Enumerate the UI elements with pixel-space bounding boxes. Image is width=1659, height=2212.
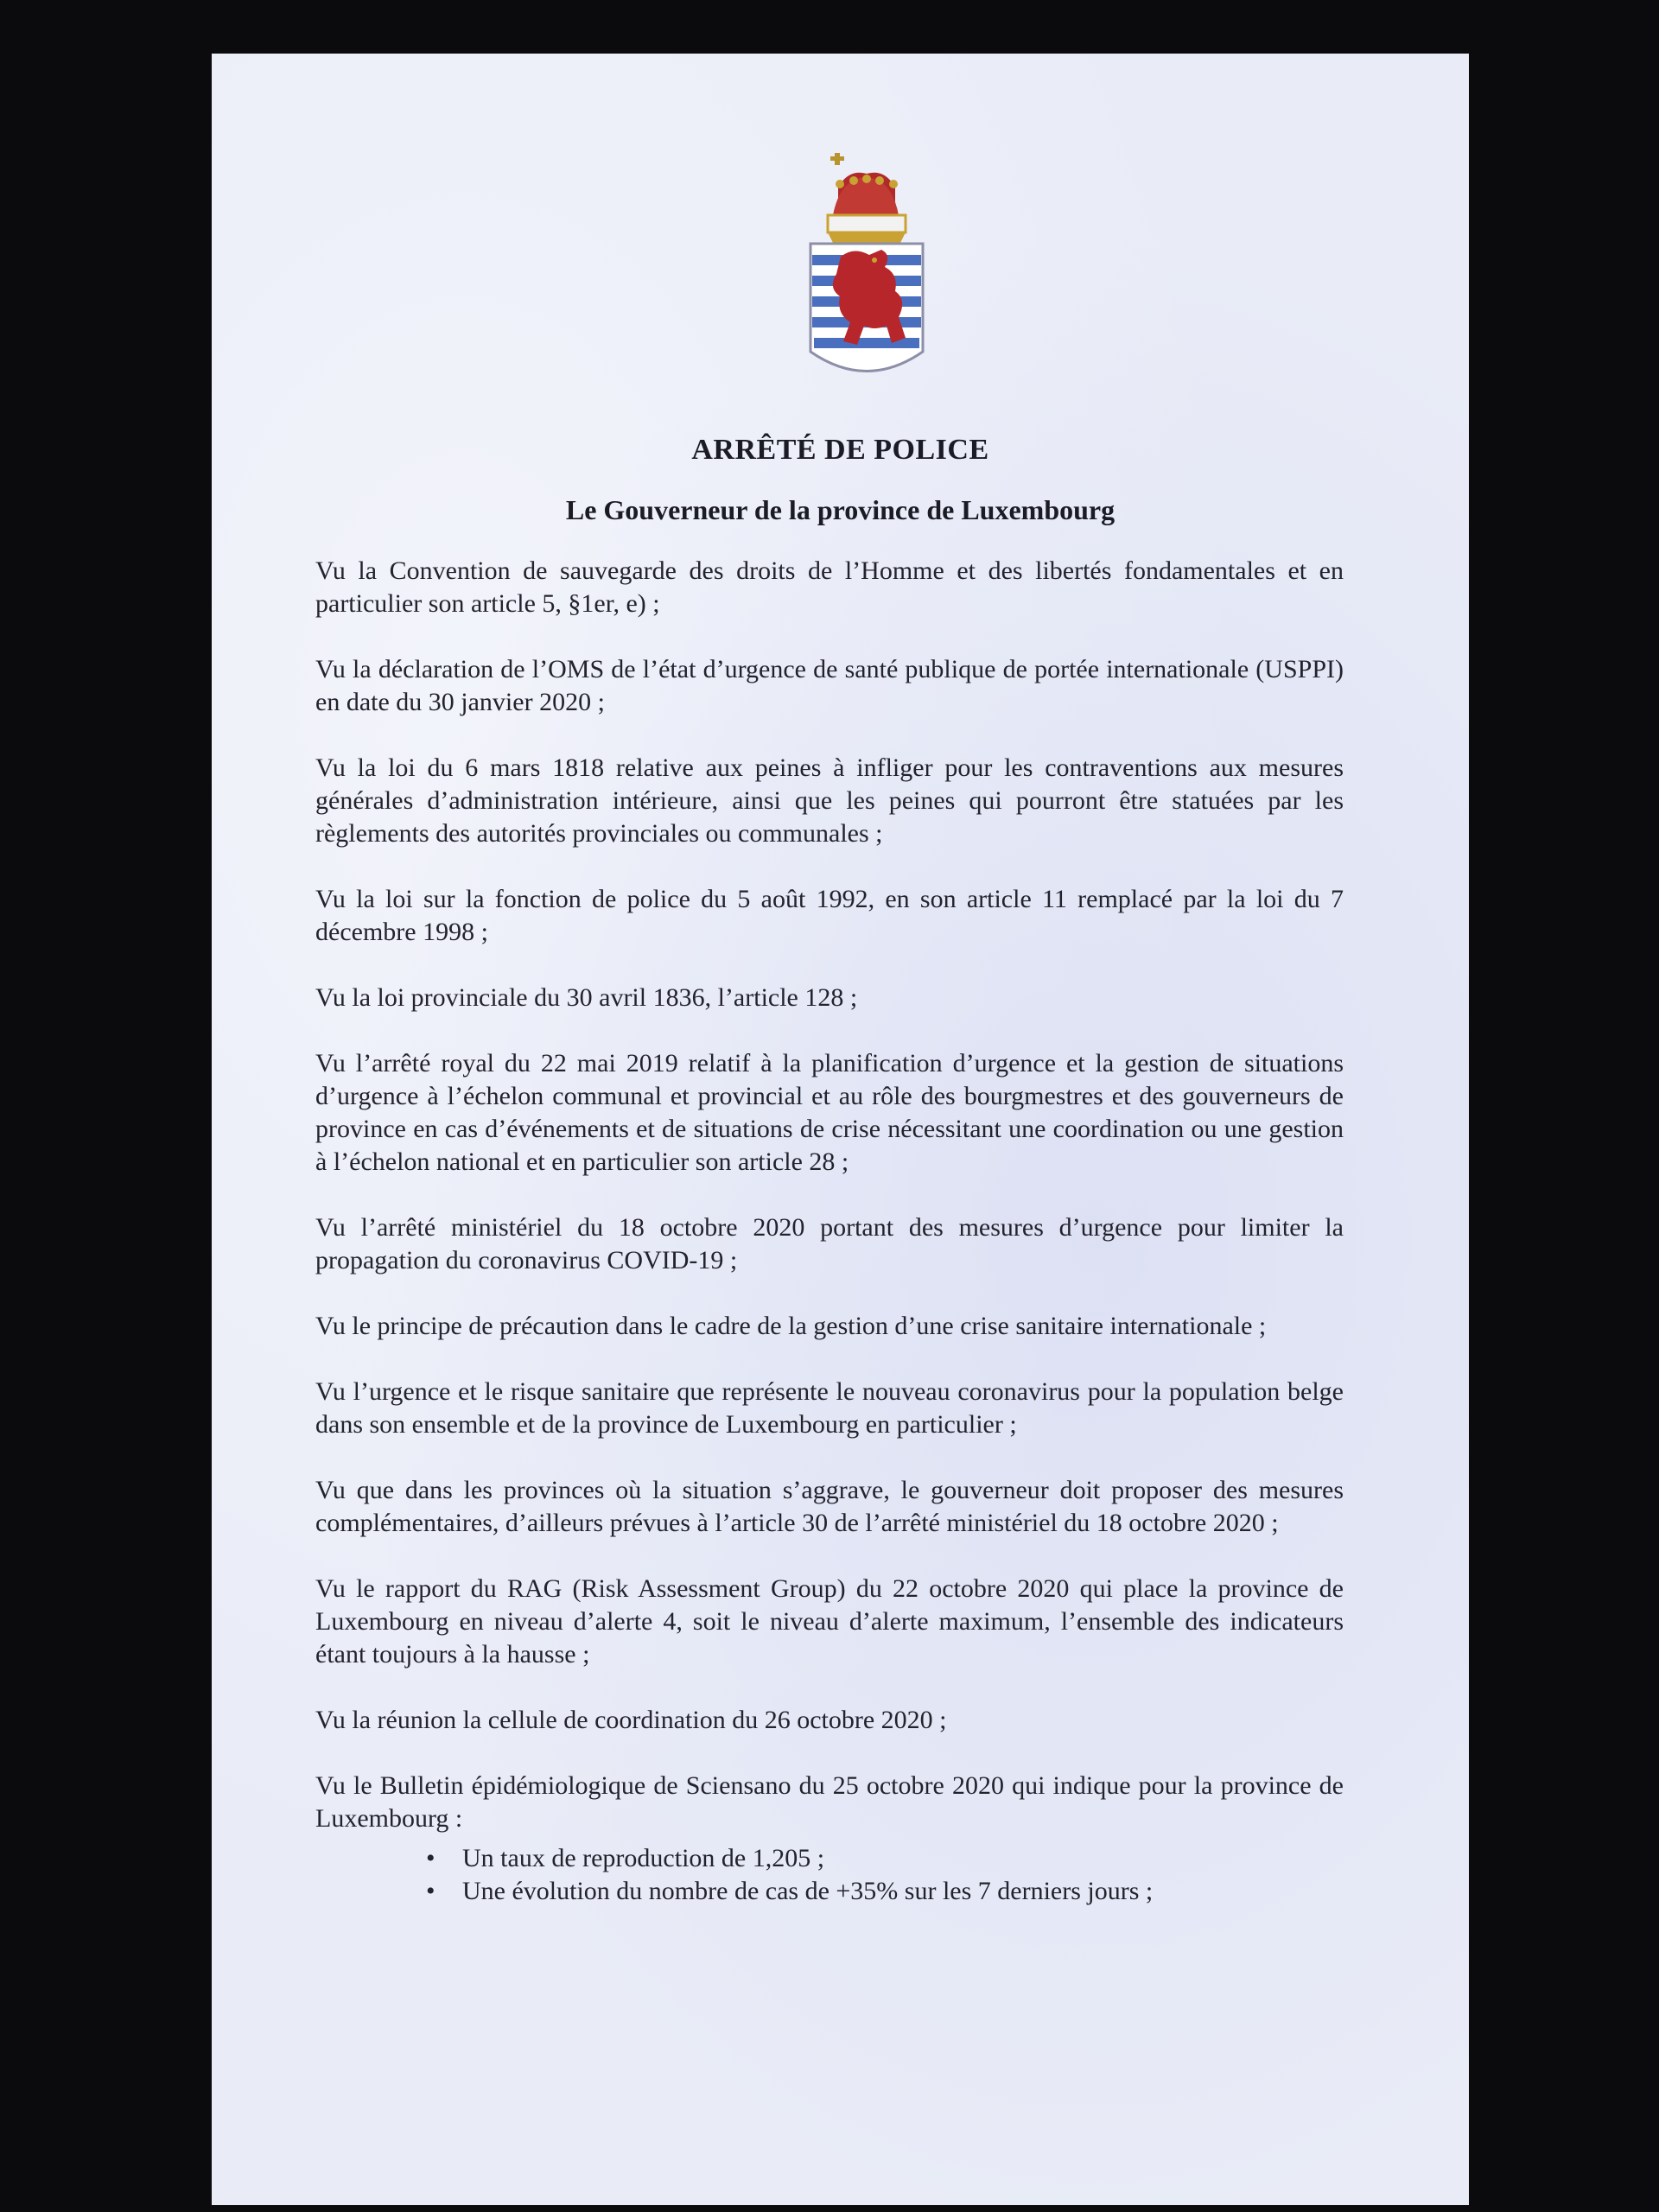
paragraph: Vu l’arrêté ministériel du 18 octobre 2020 portant des mesures d’urgence pour limiter la propagation du coronavirus COVID-19 ; [315, 1213, 1344, 1274]
paragraph: Vu le principe de précaution dans le cadre de la gestion d’une crise sanitaire internationale ; [315, 1312, 1267, 1340]
paragraph: Vu l’urgence et le risque sanitaire que représente le nouveau coronavirus pour la population belge dans son ensemble et de la province de Luxembourg en particulier ; [315, 1377, 1344, 1439]
document-subtitle: Le Gouverneur de la province de Luxembourg [565, 494, 1116, 525]
crown-icon [828, 153, 906, 243]
paragraph: Vu la réunion la cellule de coordination du 26 octobre 2020 ; [315, 1706, 947, 1734]
bullet-item: • Un taux de reproduction de 1,205 ; [462, 1842, 1344, 1875]
paragraph: Vu la loi provinciale du 30 avril 1836, l’article 128 ; [315, 983, 858, 1012]
bullet-item: • Une évolution du nombre de cas de +35% sur les 7 derniers jours ; [462, 1875, 1344, 1908]
document-title: ARRÊTÉ DE POLICE [691, 434, 989, 466]
coat-of-arms-icon [802, 153, 931, 386]
paragraph: Vu l’arrêté royal du 22 mai 2019 relatif à la planification d’urgence et la gestion de situations d’urgence à l’échelon communal et provincial et au rôle des bourgmestres et des gouverneurs de province en cas d’événements et de situations de crise nécessitant une coordination ou une gestion à l’échelon national et en particulier son article 28 ; [315, 1049, 1344, 1176]
document-body [315, 555, 1344, 1908]
bullet-list [315, 1842, 1344, 1908]
shield-icon [810, 244, 923, 372]
paragraph: Vu le Bulletin épidémiologique de Sciensano du 25 octobre 2020 qui indique pour la province de Luxembourg : [315, 1771, 1344, 1833]
paragraph: Vu la loi du 6 mars 1818 relative aux peines à infliger pour les contraventions aux mesures générales d’administration intérieure, ainsi que les peines qui pourront être statuées par les règlements des autorités provinciales ou communales ; [315, 753, 1344, 848]
paragraph: Vu que dans les provinces où la situation s’aggrave, le gouverneur doit proposer des mesures complémentaires, d’ailleurs prévues à l’article 30 de l’arrêté ministériel du 18 octobre 2020 ; [315, 1476, 1344, 1537]
paragraph: Vu le rapport du RAG (Risk Assessment Group) du 22 octobre 2020 qui place la province de Luxembourg en niveau d’alerte 4, soit le niveau d’alerte maximum, l’ensemble des indicateurs étant toujours à la hausse ; [315, 1574, 1344, 1669]
paragraph: Vu la Convention de sauvegarde des droits de l’Homme et des libertés fondamentales et en particulier son article 5, §1er, e) ; [315, 556, 1344, 618]
paragraph: Vu la loi sur la fonction de police du 5 août 1992, en son article 11 remplacé par la loi du 7 décembre 1998 ; [315, 885, 1344, 946]
document-page [212, 54, 1469, 2205]
paragraph: Vu la déclaration de l’OMS de l’état d’urgence de santé publique de portée internationale (USPPI) en date du 30 janvier 2020 ; [315, 655, 1344, 716]
